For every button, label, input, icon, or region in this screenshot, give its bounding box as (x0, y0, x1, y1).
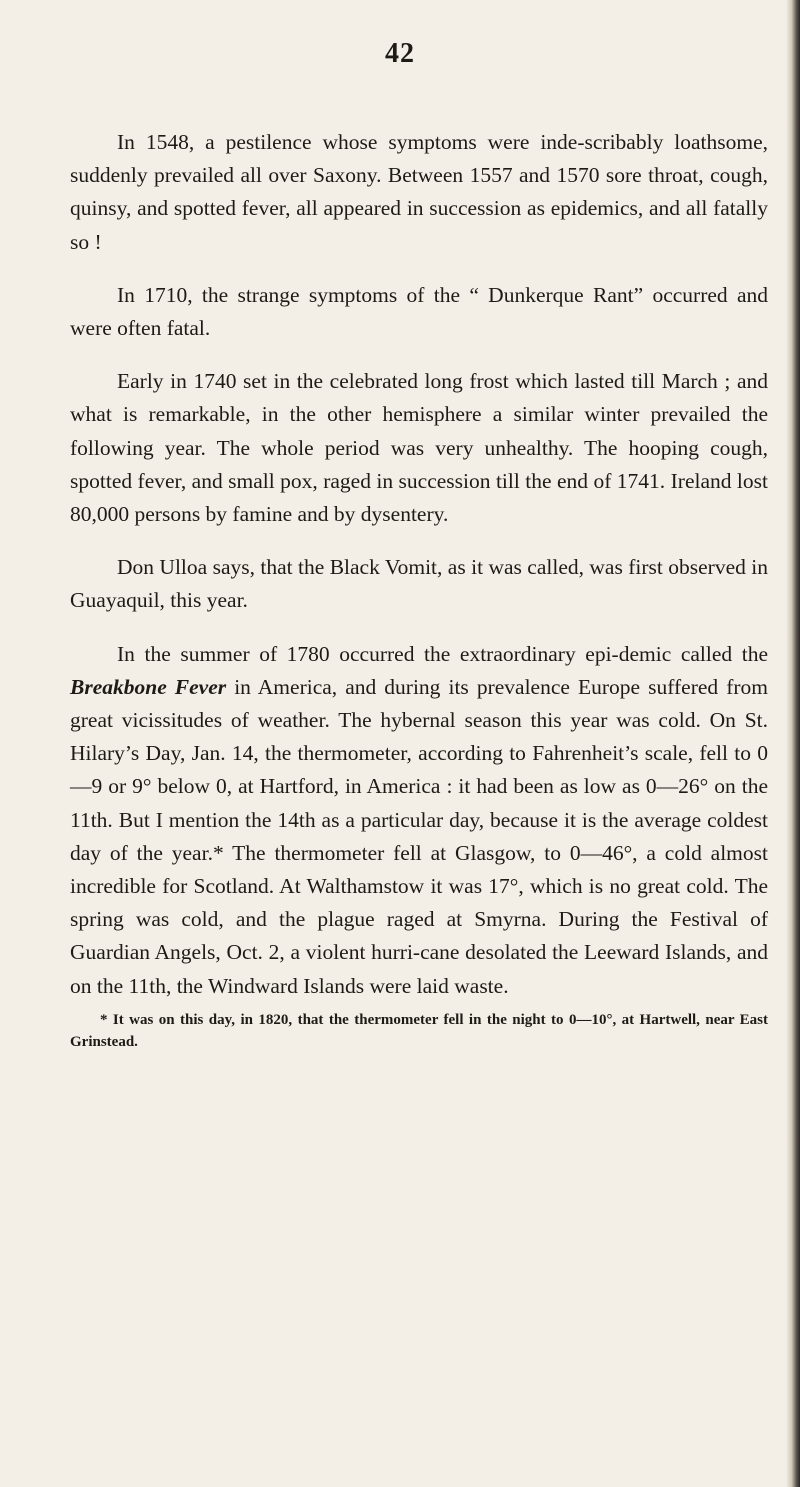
page-number: 42 (385, 38, 415, 69)
breakbone-fever-italic: Breakbone Fever (70, 674, 227, 699)
paragraph-1780-lead: In the summer of 1780 occurred the extraordinary epi-demic called the (117, 641, 768, 666)
footnote: * It was on this day, in 1820, that the thermometer fell in the night to 0—10°, at Hartwell, near East Grinstead. (70, 1011, 768, 1050)
paragraph-black-vomit: Don Ulloa says, that the Black Vomit, as it was called, was first observed in Guayaquil, this year. (70, 555, 768, 613)
paragraph-1780-breakbone-fever (70, 638, 768, 1003)
body-text (70, 126, 768, 1053)
page-edge-shadow (786, 0, 800, 1487)
paragraph-1710-dunkerque-rant: In 1710, the strange symptoms of the “ Dunkerque Rant” occurred and were often fatal. (70, 282, 768, 341)
paragraph-1780-rest: in America, and during its prevalence Europe suffered from great vicissitudes of weather. The hybernal season this year was cold. On St. Hilary’s Day, Jan. 14, the thermometer, according to Fahrenheit’s scale, fell to 0—9 or 9° below 0, at Hartford, in America : it had been as low as 0—26° on the 11th. But I mention the 14th as a particular day, because it is the average coldest day of the year.* The thermometer fell at Glasgow, to 0—46°, a cold almost incredible for Scotland. At Walthamstow it was 17°, which is no great cold. The spring was cold, and the plague raged at Smyrna. During the Festival of Guardian Angels, Oct. 2, a violent hurri-cane desolated the Leeward Islands, and on the 11th, the Windward Islands were laid waste. (70, 674, 768, 998)
paragraph-1740-long-frost: Early in 1740 set in the celebrated long frost which lasted till March ; and what is remarkable, in the other hemisphere a similar winter prevailed the following year. The whole period was very unhealthy. The hooping cough, spotted fever, and small pox, raged in succession till the end of 1741. Ireland lost 80,000 persons by famine and by dysentery. (70, 369, 768, 527)
paragraph-1548-pestilence: In 1548, a pestilence whose symptoms were inde-scribably loathsome, suddenly prevailed all over Saxony. Between 1557 and 1570 sore throat, cough, quinsy, and spotted fever, all appeared in succession as epidemics, and all fatally so ! (70, 130, 768, 254)
